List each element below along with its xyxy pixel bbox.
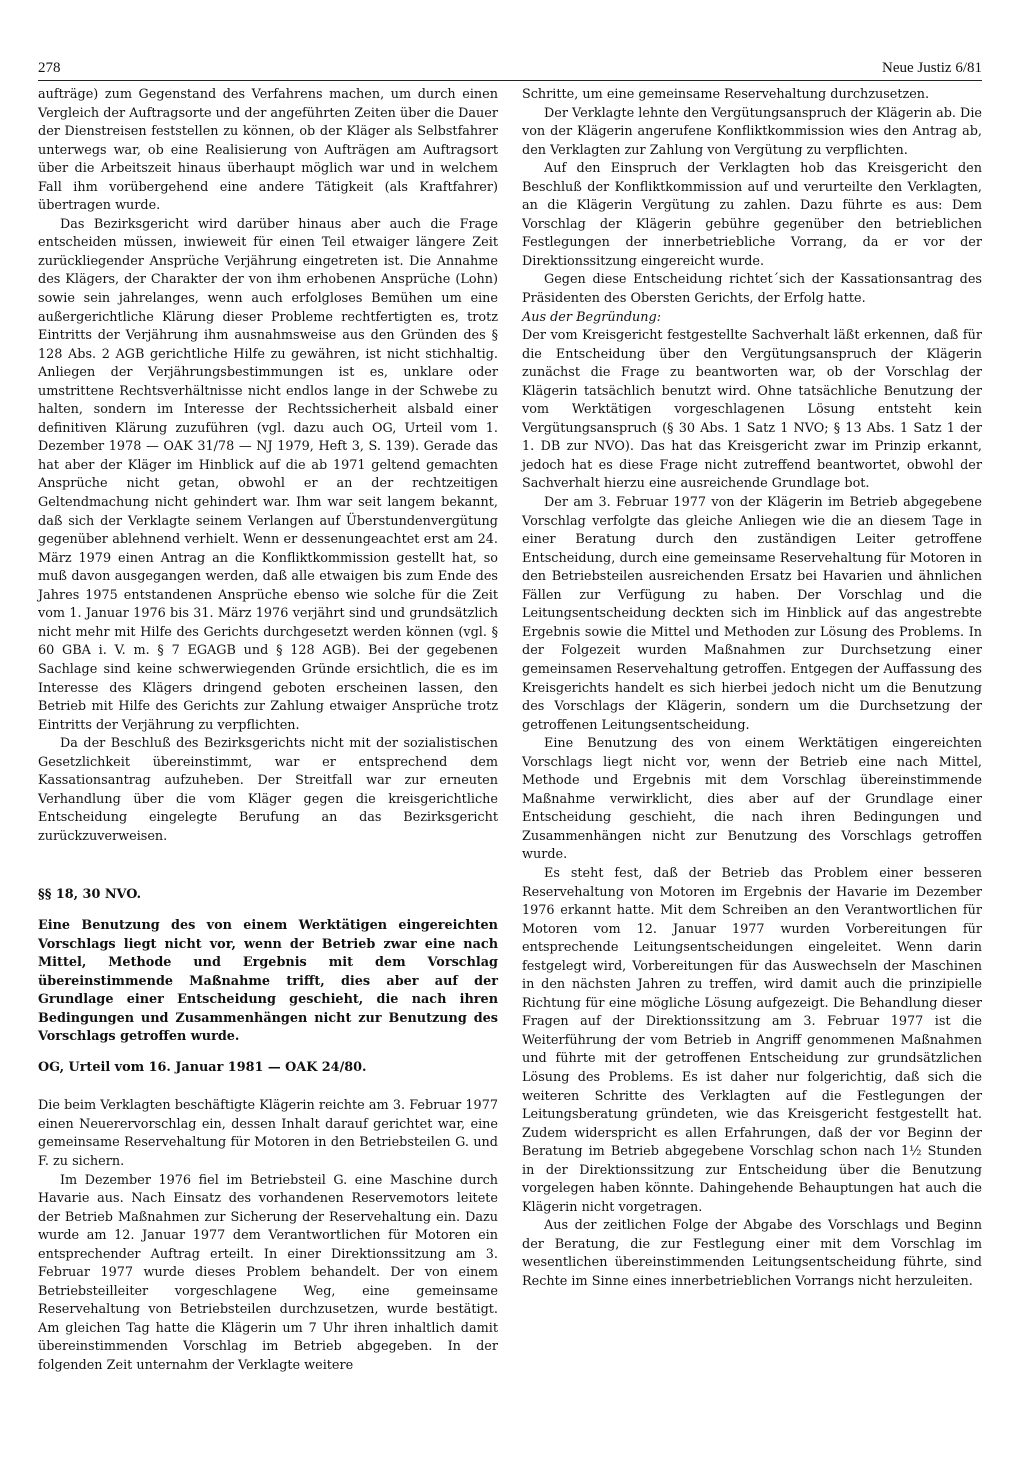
paragraph: Eine Benutzung des von einem Werktätigen eingereichten Vorschlags liegt nicht vor, wenn der Betrieb eine nach Mittel, Methode und Ergebnis mit dem Vorschlag übereinstimmende Maßnahme verwirklicht, dies aber auf der Grundlage einer Entscheidung geschieht, die nach ihren Bedingungen und Zusammenhängen nicht zur Benutzung des Vorschlags getroffen wurde. [522, 736, 982, 863]
paragraph: Die beim Verklagten beschäftigte Klägerin reichte am 3. Februar 1977 einen Neuerervorschlag ein, dessen Inhalt darauf gerichtet war, eine gemeinsame Reservehaltung für Motoren in den Betriebsteilen G. und F. zu sichern. [38, 1098, 498, 1169]
paragraph: Im Dezember 1976 fiel im Betriebsteil G. eine Maschine durch Havarie aus. Nach Einsatz des vorhandenen Reservemotors leitete der Betrieb Maßnahmen zur Sicherung der Reservehaltung ein. Dazu wurde am 12. Januar 1977 dem Verantwortlichen für Motoren ein entsprechender Auftrag erteilt. In einer Direktionssitzung am 3. Februar 1977 wurde dieses Problem behandelt. Der von einem Betriebsteilleiter vorgeschlagene Weg, eine gemeinsame Reservehaltung von Betriebsteilen durchzusetzen, wurde bestätigt. Am gleichen Tag hatte die Klägerin um 7 Uhr ihren inhaltlich damit übereinstimmenden Vorschlag im Betrieb abgegeben. In der folgenden Zeit unternahm der Verklagte weitere [38, 1172, 498, 1373]
paragraph: Der vom Kreisgericht festgestellte Sachverhalt läßt erkennen, daß für die Entscheidung über den Vergütungsanspruch der Klägerin zunächst die Frage zu beantworten war, ob der Vorschlag der Klägerin tatsächlich benutzt wird. Ohne tatsächliche Benutzung der vom Werktätigen vorgeschlagenen Lösung entsteht kein Vergütungsanspruch (§ 30 Abs. 1 Satz 1 NVO; § 13 Abs. 1 Satz 1 der 1. DB zur NVO). Das hat das Kreisgericht zwar im Prinzip erkannt, jedoch hat es diese Frage nicht zutreffend beantwortet, obwohl der Sachverhalt hierzu eine ausreichende Grundlage bot. [522, 328, 982, 492]
paragraph: Schritte, um eine gemeinsame Reservehaltung durchzusetzen. [522, 87, 930, 102]
paragraph: Da der Beschluß des Bezirksgerichts nicht mit der sozialistischen Gesetzlichkeit übereinstimmt, war er entsprechend dem Kassationsantrag aufzuheben. Der Streitfall war zur erneuten Verhandlung über die vom Kläger gegen die kreisgerichtliche Entscheidung eingelegte Berufung an das Bezirksgericht zurückzuverweisen. [38, 736, 498, 844]
paragraph: Aus der zeitlichen Folge der Abgabe des Vorschlags und Beginn der Beratung, die zur Festlegung einer mit dem Vorschlag im wesentlichen übereinstimmenden Leitungsentscheidung führte, sind Rechte im Sinne eines innerbetrieblichen Vorrangs nicht herzuleiten. [522, 1218, 982, 1289]
paragraph: aufträge) zum Gegenstand des Verfahrens machen, um durch einen Vergleich der Auftragsorte und der angeführten Zeiten über die Dauer der Dienstreisen feststellen zu können, ob der Kläger als Selbstfahrer unterwegs war, ob eine Realisierung von Aufträgen am Auftragsort über die Arbeitszeit hinaus überhaupt möglich war und in welchem Fall ihm vorübergehend eine andere Tätigkeit (als Kraftfahrer) übertragen wurde. [38, 87, 498, 214]
journal-issue: Neue Justiz 6/81 [882, 60, 982, 76]
reasons-heading: Aus der Begründung: [522, 309, 662, 325]
headnote: Eine Benutzung des von einem Werktätigen eingereichten Vorschlags liegt nicht vor, wenn der Betrieb zwar eine nach Mittel, Methode und Ergebnis mit dem Vorschlag übereinstimmende Maßnahme trifft, dies aber auf der Grundlage einer Entscheidung geschieht, die nach ihren Bedingungen und Zusammenhängen nicht zur Benutzung des Vorschlags getroffen wurde. [38, 917, 498, 1045]
paragraph: Gegen diese Entscheidung richtet´sich der Kassationsantrag des Präsidenten des Obersten Gerichts, der Erfolg hatte. [522, 272, 982, 307]
page-header [38, 60, 982, 80]
paragraph: Der am 3. Februar 1977 von der Klägerin im Betrieb abgegebene Vorschlag verfolgte das gleiche Anliegen wie die an diesem Tage in einer Beratung durch den zuständigen Leiter getroffene Entscheidung, durch eine gemeinsame Reservehaltung für Motoren in den Betriebsteilen ausreichenden Ersatz bei Havarien und ähnlichen Fällen zur Verfügung zu haben. Der Vorschlag und die Leitungsentscheidung deckten sich im Hinblick auf das angestrebte Ergebnis sowie die Mittel und Methoden zur Lösung des Problems. In der Folgezeit wurden Maßnahmen zur Durchsetzung einer gemeinsamen Reservehaltung getroffen. Entgegen der Auffassung des Kreisgerichts handelt es sich hierbei jedoch nicht um die Benutzung des Vorschlags der Klägerin, sondern um die Durchsetzung der getroffenen Leitungsentscheidung. [522, 495, 982, 733]
paragraph: Das Bezirksgericht wird darüber hinaus aber auch die Frage entscheiden müssen, inwieweit für einen Teil etwaiger längere Zeit zurückliegender Ansprüche Verjährung eingetreten ist. Die Annahme des Klägers, der Charakter der von ihm erhobenen Ansprüche (Lohn) sowie sein jahrelanges, wenn auch erfolgloses Bemühen um eine außergerichtliche Klärung dieser Probleme rechtfertigten es, trotz Eintritts der Verjährung ihm ausnahmsweise aus den Gründen des § 128 Abs. 2 AGB gerichtliche Hilfe zu gewähren, ist nicht stichhaltig. Anliegen der Verjährungsbestimmungen ist es, unklare oder umstrittene Rechtsverhältnisse nicht endlos lange in der Schwebe zu halten, sondern im Interesse der Rechtssicherheit alsbald einer definitiven Klärung zuzuführen (vgl. dazu auch OG, Urteil vom 1. Dezember 1978 — OAK 31/78 — NJ 1979, Heft 3, S. 139). Gerade das hat aber der Kläger im Hinblick auf die ab 1971 geltend gemachten Ansprüche nicht getan, obwohl er an der rechtzeitigen Geltendmachung nicht gehindert war. Ihm war seit langem bekannt, daß sich der Verklagte seinem Verlangen auf Überstundenvergütung gegenüber ablehnend verhielt. Wenn er dessenungeachtet erst am 24. März 1979 einen Antrag an die Konfliktkommission gestellt hat, so muß davon ausgegangen werden, daß alle etwaigen bis zum Ende des Jahres 1975 entstandenen Ansprüche ebenso wie solche für die Zeit vom 1. Januar 1976 bis 31. März 1976 verjährt sind und grundsätzlich nicht mehr mit Hilfe des Gerichts durchgesetzt werden können (vgl. § 60 GBA i. V. m. § 7 EGAGB und § 128 AGB). Bei der gegebenen Sachlage sind keine schwerwiegenden Gründe ersichtlich, die es im Interesse des Klägers dringend geboten erscheinen lassen, den Betrieb mit Hilfe des Gerichts zur Zahlung etwaiger Ansprüche trotz Eintritts der Verjährung zu verpflichten. [38, 216, 498, 733]
paragraph: Auf den Einspruch der Verklagten hob das Kreisgericht den Beschluß der Konfliktkommission auf und verurteilte den Verklagten, an die Klägerin Vergütung zu zahlen. Dazu führte es aus: Dem Vorschlag der Klägerin gebühre gegenüber den betrieblichen Festlegungen der innerbetriebliche Vorrang, da er vor der Direktionssitzung eingereicht wurde. [522, 161, 982, 269]
paragraph: Es steht fest, daß der Betrieb das Problem einer besseren Reservehaltung von Motoren im Ergebnis der Havarie im Dezember 1976 erkannt hatte. Mit dem Schreiben an den Verantwortlichen für Motoren vom 12. Januar 1977 wurden Vorbereitungen für entsprechende Leitungsentscheidungen eingeleitet. Wenn darin festgelegt wird, Vorbereitungen für das Auswechseln der Maschinen in den nächsten Jahren zu treffen, wird damit auch die prinzipielle Richtung für eine mögliche Lösung aufgezeigt. Die Behandlung dieser Fragen auf der Direktionssitzung am 3. Februar 1977 ist die Weiterführung der vom Betrieb in Angriff genommenen Maßnahmen und führte mit der getroffenen Entscheidung zur grundsätzlichen Lösung des Problems. Es ist daher nur folgerichtig, daß sich die weiteren Schritte des Verklagten auf die Festlegungen der Leitungsberatung gründeten, wie das Kreisgericht festgestellt hat. Zudem widerspricht es allen Erfahrungen, daß der vor Beginn der Beratung im Betrieb abgegebene Vorschlag schon nach 1½ Stunden in der Direktionssitzung zur Entscheidung über die Benutzung vorgelegen haben könnte. Dahingehende Behauptungen hat auch die Klägerin nicht vorgetragen. [522, 865, 982, 1215]
paragraph: Der Verklagte lehnte den Vergütungsanspruch der Klägerin ab. Die von der Klägerin angerufene Konfliktkommission wies den Antrag ab, den Verklagten zur Zahlung von Vergütung zu verpflichten. [522, 105, 982, 158]
header-rule [38, 80, 982, 81]
case-citation: OG, Urteil vom 16. Januar 1981 — OAK 24/80. [38, 1059, 367, 1075]
left-column [38, 86, 498, 1376]
page-number: 278 [38, 60, 61, 76]
right-column [522, 86, 982, 1292]
section-heading: §§ 18, 30 NVO. [38, 887, 142, 903]
